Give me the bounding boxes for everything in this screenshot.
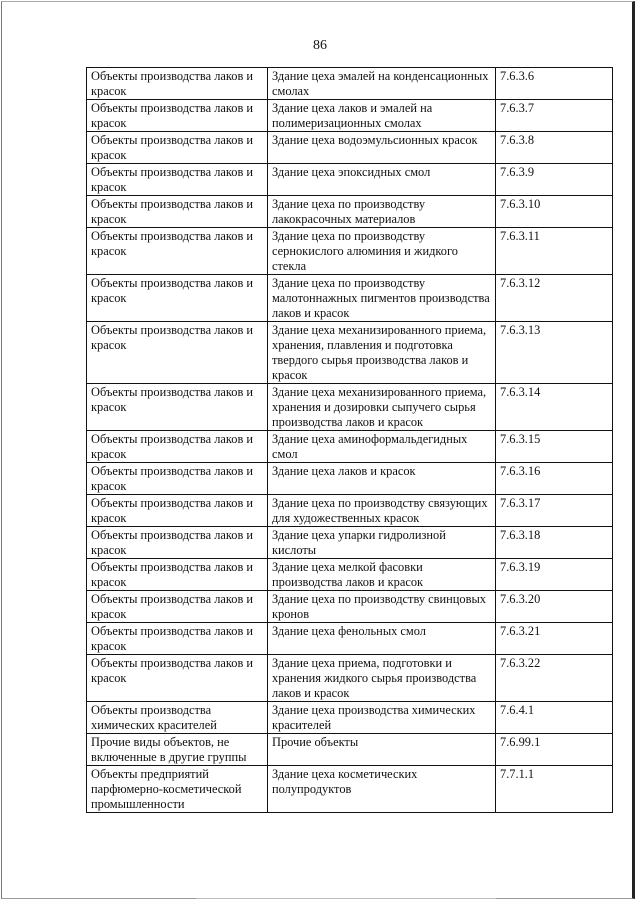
object-cell: Здание цеха лаков и эмалей на полимеризационных смолах [268,100,496,132]
table-row [87,655,613,702]
object-cell: Здание цеха фенольных смол [268,623,496,655]
category-cell: Объекты производства лаков и красок [87,623,268,655]
category-cell: Объекты производства лаков и красок [87,384,268,431]
object-cell: Здание цеха мелкой фасовки производства лаков и красок [268,559,496,591]
object-cell: Здание цеха косметических полупродуктов [268,766,496,813]
registry-table [86,67,613,813]
category-cell: Объекты производства лаков и красок [87,132,268,164]
table-row [87,68,613,100]
category-cell: Объекты производства лаков и красок [87,196,268,228]
table-row [87,431,613,463]
object-cell: Здание цеха по производству лакокрасочных материалов [268,196,496,228]
code-cell: 7.6.3.6 [496,68,613,100]
code-cell: 7.6.3.16 [496,463,613,495]
category-cell: Объекты производства химических красителей [87,702,268,734]
category-cell: Объекты производства лаков и красок [87,495,268,527]
code-cell: 7.6.3.13 [496,322,613,384]
code-cell: 7.6.3.10 [496,196,613,228]
category-cell: Объекты производства лаков и красок [87,527,268,559]
object-cell: Здание цеха эмалей на конденсационных смолах [268,68,496,100]
object-cell: Здание цеха по производству сернокислого алюминия и жидкого стекла [268,228,496,275]
code-cell: 7.6.3.20 [496,591,613,623]
table-row [87,384,613,431]
table-row [87,100,613,132]
category-cell: Объекты предприятий парфюмерно-косметической промышленности [87,766,268,813]
page-number: 86 [313,38,327,53]
bottom-edge-line [196,898,496,899]
category-cell: Объекты производства лаков и красок [87,228,268,275]
code-cell: 7.6.3.21 [496,623,613,655]
code-cell: 7.6.4.1 [496,702,613,734]
table-row [87,164,613,196]
object-cell: Здание цеха водоэмульсионных красок [268,132,496,164]
code-cell: 7.6.3.17 [496,495,613,527]
code-cell: 7.6.3.9 [496,164,613,196]
table-row [87,766,613,813]
category-cell: Объекты производства лаков и красок [87,559,268,591]
category-cell: Объекты производства лаков и красок [87,591,268,623]
object-cell: Прочие объекты [268,734,496,766]
category-cell: Объекты производства лаков и красок [87,164,268,196]
code-cell: 7.6.3.7 [496,100,613,132]
code-cell: 7.7.1.1 [496,766,613,813]
object-cell: Здание цеха по производству малотоннажных пигментов производства лаков и красок [268,275,496,322]
registry-table-body [87,68,613,813]
table-row [87,591,613,623]
object-cell: Здание цеха по производству связующих для художественных красок [268,495,496,527]
table-row [87,702,613,734]
table-row [87,132,613,164]
code-cell: 7.6.3.14 [496,384,613,431]
category-cell: Объекты производства лаков и красок [87,322,268,384]
object-cell: Здание цеха механизированного приема, хранения и дозировки сыпучего сырья производства лаков и красок [268,384,496,431]
code-cell: 7.6.3.18 [496,527,613,559]
code-cell: 7.6.3.12 [496,275,613,322]
object-cell: Здание цеха механизированного приема, хранения, плавления и подготовка твердого сырья производства лаков и красок [268,322,496,384]
category-cell: Объекты производства лаков и красок [87,68,268,100]
category-cell: Объекты производства лаков и красок [87,431,268,463]
code-cell: 7.6.3.22 [496,655,613,702]
code-cell: 7.6.3.11 [496,228,613,275]
table-row [87,734,613,766]
code-cell: 7.6.3.8 [496,132,613,164]
object-cell: Здание цеха по производству свинцовых кронов [268,591,496,623]
table-row [87,322,613,384]
category-cell: Объекты производства лаков и красок [87,275,268,322]
object-cell: Здание цеха производства химических красителей [268,702,496,734]
table-row [87,623,613,655]
object-cell: Здание цеха эпоксидных смол [268,164,496,196]
table-row [87,228,613,275]
code-cell: 7.6.99.1 [496,734,613,766]
object-cell: Здание цеха лаков и красок [268,463,496,495]
table-row [87,495,613,527]
table-row [87,275,613,322]
code-cell: 7.6.3.15 [496,431,613,463]
object-cell: Здание цеха приема, подготовки и хранения жидкого сырья производства лаков и красок [268,655,496,702]
object-cell: Здание цеха упарки гидролизной кислоты [268,527,496,559]
category-cell: Объекты производства лаков и красок [87,100,268,132]
table-row [87,196,613,228]
table-row [87,559,613,591]
category-cell: Прочие виды объектов, не включенные в другие группы [87,734,268,766]
table-row [87,527,613,559]
object-cell: Здание цеха аминоформальдегидных смол [268,431,496,463]
category-cell: Объекты производства лаков и красок [87,463,268,495]
table-row [87,463,613,495]
code-cell: 7.6.3.19 [496,559,613,591]
category-cell: Объекты производства лаков и красок [87,655,268,702]
